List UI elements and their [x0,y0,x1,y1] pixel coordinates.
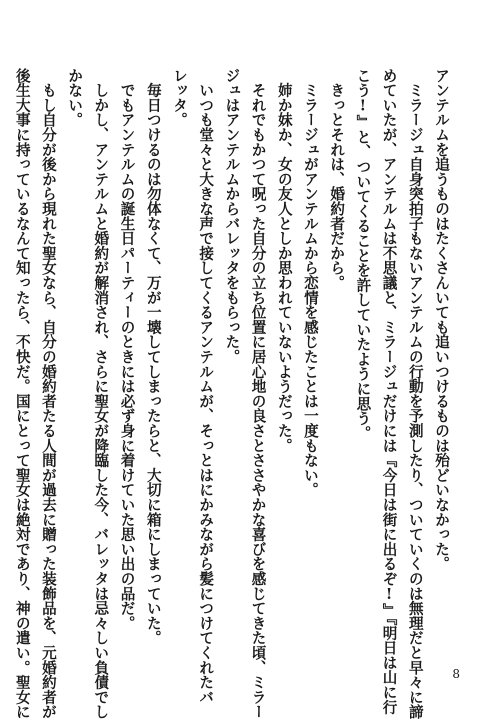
text-line: こう!』と、ついてくることを許していたように思う。 [354,68,372,441]
text-line: アンテルムを追うものはたくさんいても追いつけるものは殆どいなかった。 [433,68,450,572]
text-line: しかし、アンテルムと婚約が解消され、さらに聖女が降臨した今、バレッタは忌々しい負債でし [92,68,110,719]
text-line: レッタ。 [170,68,188,128]
text-line: もし自分が後から現れた聖女なら、自分の婚約者たる人間が過去に贈った装飾品を、元婚約者が [39,68,57,719]
text-line: いつも堂々と大きな声で接してくるアンテルムが、そっとはにかみながら髪につけてくれたバ [197,68,215,705]
text-line: 後生大事に持っているなんて知ったら、不快だ。国にとって聖女は絶対であり、神の遣い。聖女に [13,68,31,719]
text-line: ミラージュ自身突拍子もないアンテルムの行動を予測したり、ついていくのは無理だと早々に諦 [406,68,424,719]
page-number: 8 [452,667,460,681]
text-line: 姉か妹か、女の友人としか思われていないようだった。 [275,68,293,453]
text-line: めていたが、アンテルムは不思議と、ミラージュだけには『今日は街に出るぞ!』『明日は山に行 [380,68,398,715]
body-text [13,68,454,719]
text-line: それでもかつて呪った自分の立ち位置に居心地の良さとささやかな喜びを感じてきた頃、ミラー [249,68,267,719]
text-line: ジュはアンテルムからバレッタをもらった。 [223,68,241,364]
text-line: かない。 [66,68,84,128]
text-line: 毎日つけるのは勿体なくて、万が一壊してしまったらと、大切に箱にしまっていた。 [144,68,162,646]
text-line: ミラージュがアンテルムから恋情を感じたことは一度もない。 [301,68,319,498]
text-line: きっとそれは、婚約者だから。 [328,68,346,290]
text-line: でもアンテルムの誕生日パーティーのときには必ず身に着けていた思い出の品だ。 [118,68,136,631]
